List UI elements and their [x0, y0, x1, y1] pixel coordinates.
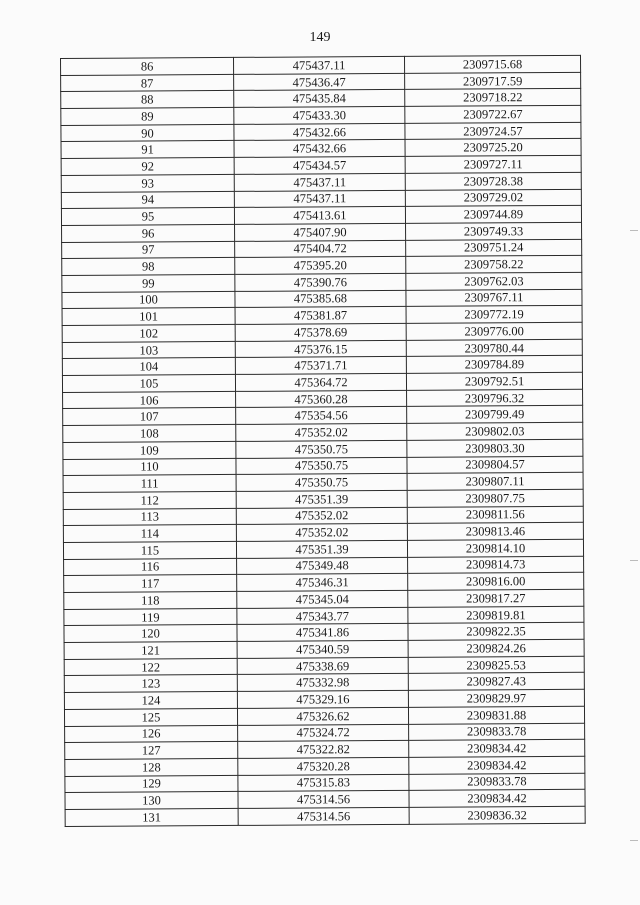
point-number-cell: 105 [62, 374, 235, 392]
x-coordinate-cell: 475332.98 [237, 674, 408, 692]
y-coordinate-cell: 2309804.57 [407, 456, 583, 474]
point-number-cell: 117 [64, 575, 237, 593]
y-coordinate-cell: 2309727.11 [405, 155, 581, 173]
point-number-cell: 121 [64, 641, 237, 659]
y-coordinate-cell: 2309834.42 [409, 739, 585, 757]
x-coordinate-cell: 475434.57 [234, 157, 405, 175]
x-coordinate-cell: 475350.75 [236, 440, 407, 458]
y-coordinate-cell: 2309717.59 [405, 72, 581, 90]
point-number-cell: 124 [64, 692, 237, 710]
x-coordinate-cell: 475436.47 [234, 73, 405, 91]
x-coordinate-cell: 475437.11 [233, 56, 404, 74]
point-number-cell: 129 [65, 775, 238, 793]
coordinates-table [60, 55, 586, 827]
point-number-cell: 97 [62, 241, 235, 259]
point-number-cell: 123 [64, 675, 237, 693]
x-coordinate-cell: 475407.90 [235, 223, 406, 241]
x-coordinate-cell: 475346.31 [237, 574, 408, 592]
point-number-cell: 88 [61, 91, 234, 109]
x-coordinate-cell: 475351.39 [236, 540, 407, 558]
point-number-cell: 87 [61, 74, 234, 92]
y-coordinate-cell: 2309776.00 [406, 322, 582, 340]
point-number-cell: 122 [64, 658, 237, 676]
point-number-cell: 101 [62, 308, 235, 326]
x-coordinate-cell: 475352.02 [236, 524, 407, 542]
x-coordinate-cell: 475395.20 [235, 257, 406, 275]
scan-edge-mark [630, 840, 638, 841]
y-coordinate-cell: 2309833.78 [409, 723, 585, 741]
x-coordinate-cell: 475350.75 [236, 474, 407, 492]
y-coordinate-cell: 2309827.43 [408, 673, 584, 691]
y-coordinate-cell: 2309796.32 [407, 389, 583, 407]
point-number-cell: 119 [64, 608, 237, 626]
y-coordinate-cell: 2309718.22 [405, 89, 581, 107]
point-number-cell: 104 [62, 358, 235, 376]
point-number-cell: 107 [63, 408, 236, 426]
x-coordinate-cell: 475360.28 [236, 390, 407, 408]
point-number-cell: 116 [64, 558, 237, 576]
y-coordinate-cell: 2309831.88 [408, 706, 584, 724]
point-number-cell: 120 [64, 625, 237, 643]
scan-edge-mark [630, 560, 638, 561]
x-coordinate-cell: 475320.28 [238, 757, 409, 775]
point-number-cell: 114 [63, 525, 236, 543]
x-coordinate-cell: 475354.56 [236, 407, 407, 425]
point-number-cell: 128 [65, 758, 238, 776]
point-number-cell: 91 [61, 141, 234, 159]
y-coordinate-cell: 2309814.10 [407, 539, 583, 557]
y-coordinate-cell: 2309834.42 [409, 790, 585, 808]
point-number-cell: 108 [63, 425, 236, 443]
y-coordinate-cell: 2309814.73 [408, 556, 584, 574]
y-coordinate-cell: 2309799.49 [407, 406, 583, 424]
x-coordinate-cell: 475385.68 [235, 290, 406, 308]
point-number-cell: 100 [62, 291, 235, 309]
y-coordinate-cell: 2309724.57 [405, 122, 581, 140]
point-number-cell: 94 [61, 191, 234, 209]
x-coordinate-cell: 475350.75 [236, 457, 407, 475]
x-coordinate-cell: 475378.69 [235, 323, 406, 341]
x-coordinate-cell: 475404.72 [235, 240, 406, 258]
y-coordinate-cell: 2309807.11 [407, 473, 583, 491]
x-coordinate-cell: 475390.76 [235, 273, 406, 291]
y-coordinate-cell: 2309811.56 [407, 506, 583, 524]
table-body [61, 55, 586, 826]
x-coordinate-cell: 475371.71 [235, 357, 406, 375]
x-coordinate-cell: 475315.83 [238, 774, 409, 792]
point-number-cell: 103 [62, 341, 235, 359]
y-coordinate-cell: 2309829.97 [408, 689, 584, 707]
y-coordinate-cell: 2309715.68 [404, 55, 580, 73]
point-number-cell: 118 [64, 591, 237, 609]
x-coordinate-cell: 475433.30 [234, 106, 405, 124]
y-coordinate-cell: 2309767.11 [406, 289, 582, 307]
coordinates-table-container [60, 55, 585, 827]
point-number-cell: 131 [65, 808, 238, 826]
x-coordinate-cell: 475376.15 [235, 340, 406, 358]
y-coordinate-cell: 2309834.42 [409, 756, 585, 774]
point-number-cell: 112 [63, 491, 236, 509]
page-number: 149 [309, 30, 331, 45]
point-number-cell: 130 [65, 792, 238, 810]
y-coordinate-cell: 2309807.75 [407, 489, 583, 507]
y-coordinate-cell: 2309784.89 [406, 356, 582, 374]
y-coordinate-cell: 2309816.00 [408, 573, 584, 591]
y-coordinate-cell: 2309780.44 [406, 339, 582, 357]
x-coordinate-cell: 475352.02 [236, 424, 407, 442]
y-coordinate-cell: 2309833.78 [409, 773, 585, 791]
y-coordinate-cell: 2309729.02 [405, 189, 581, 207]
y-coordinate-cell: 2309772.19 [406, 306, 582, 324]
point-number-cell: 86 [61, 57, 234, 75]
point-number-cell: 125 [64, 708, 237, 726]
x-coordinate-cell: 475349.48 [237, 557, 408, 575]
point-number-cell: 109 [63, 441, 236, 459]
y-coordinate-cell: 2309749.33 [406, 222, 582, 240]
point-number-cell: 106 [63, 391, 236, 409]
y-coordinate-cell: 2309803.30 [407, 439, 583, 457]
x-coordinate-cell: 475381.87 [235, 307, 406, 325]
point-number-cell: 127 [65, 742, 238, 760]
y-coordinate-cell: 2309825.53 [408, 656, 584, 674]
y-coordinate-cell: 2309819.81 [408, 606, 584, 624]
point-number-cell: 96 [62, 224, 235, 242]
x-coordinate-cell: 475345.04 [237, 590, 408, 608]
point-number-cell: 126 [65, 725, 238, 743]
point-number-cell: 99 [62, 274, 235, 292]
x-coordinate-cell: 475314.56 [238, 791, 409, 809]
y-coordinate-cell: 2309836.32 [409, 806, 585, 824]
x-coordinate-cell: 475341.86 [237, 624, 408, 642]
x-coordinate-cell: 475432.66 [234, 140, 405, 158]
x-coordinate-cell: 475351.39 [236, 490, 407, 508]
x-coordinate-cell: 475413.61 [234, 207, 405, 225]
y-coordinate-cell: 2309822.35 [408, 623, 584, 641]
x-coordinate-cell: 475437.11 [234, 190, 405, 208]
x-coordinate-cell: 475437.11 [234, 173, 405, 191]
y-coordinate-cell: 2309813.46 [407, 523, 583, 541]
x-coordinate-cell: 475338.69 [237, 657, 408, 675]
y-coordinate-cell: 2309744.89 [405, 206, 581, 224]
x-coordinate-cell: 475314.56 [238, 807, 409, 825]
x-coordinate-cell: 475343.77 [237, 607, 408, 625]
x-coordinate-cell: 475322.82 [238, 741, 409, 759]
x-coordinate-cell: 475435.84 [234, 90, 405, 108]
x-coordinate-cell: 475329.16 [237, 691, 408, 709]
point-number-cell: 98 [62, 258, 235, 276]
point-number-cell: 95 [61, 208, 234, 226]
x-coordinate-cell: 475324.72 [238, 724, 409, 742]
point-number-cell: 90 [61, 124, 234, 142]
point-number-cell: 113 [63, 508, 236, 526]
y-coordinate-cell: 2309824.26 [408, 639, 584, 657]
y-coordinate-cell: 2309758.22 [406, 256, 582, 274]
x-coordinate-cell: 475364.72 [235, 373, 406, 391]
x-coordinate-cell: 475352.02 [236, 507, 407, 525]
point-number-cell: 115 [63, 541, 236, 559]
y-coordinate-cell: 2309817.27 [408, 589, 584, 607]
scan-edge-mark [630, 230, 638, 231]
point-number-cell: 111 [63, 475, 236, 493]
x-coordinate-cell: 475340.59 [237, 640, 408, 658]
point-number-cell: 93 [61, 174, 234, 192]
point-number-cell: 102 [62, 324, 235, 342]
point-number-cell: 92 [61, 158, 234, 176]
y-coordinate-cell: 2309762.03 [406, 272, 582, 290]
point-number-cell: 89 [61, 108, 234, 126]
y-coordinate-cell: 2309792.51 [406, 372, 582, 390]
y-coordinate-cell: 2309802.03 [407, 422, 583, 440]
y-coordinate-cell: 2309725.20 [405, 139, 581, 157]
x-coordinate-cell: 475326.62 [237, 707, 408, 725]
point-number-cell: 110 [63, 458, 236, 476]
y-coordinate-cell: 2309751.24 [406, 239, 582, 257]
table-row [65, 806, 585, 826]
y-coordinate-cell: 2309722.67 [405, 105, 581, 123]
x-coordinate-cell: 475432.66 [234, 123, 405, 141]
y-coordinate-cell: 2309728.38 [405, 172, 581, 190]
